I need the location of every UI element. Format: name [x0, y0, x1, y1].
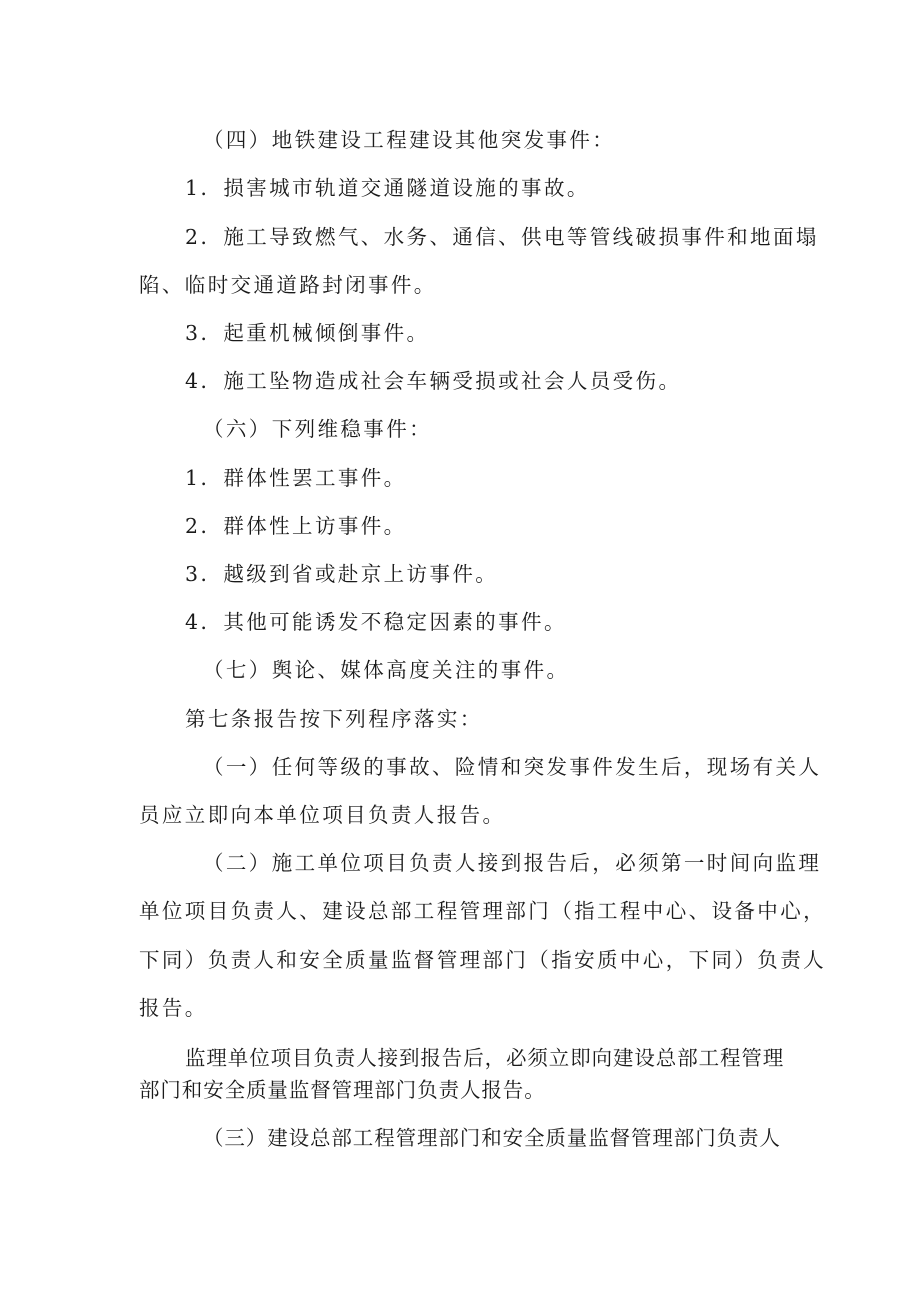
paragraph-line: 单位项目负责人、建设总部工程管理部门（指工程中心、设备中心，: [139, 899, 826, 923]
paragraph-line: 监理单位项目负责人接到报告后，必须立即向建设总部工程管理: [185, 1046, 785, 1070]
list-item: 3．越级到省或赴京上访事件。: [185, 562, 499, 586]
paragraph-line: （三）建设总部工程管理部门和安全质量监督管理部门负责人: [203, 1126, 781, 1150]
paragraph-line: （二）施工单位项目负责人接到报告后，必须第一时间向监理: [203, 851, 822, 875]
list-item: 1．损害城市轨道交通隧道设施的事故。: [185, 176, 590, 200]
list-item: 4．施工坠物造成社会车辆受损或社会人员受伤。: [185, 369, 682, 393]
heading-section-7: （七）舆论、媒体高度关注的事件。: [203, 658, 570, 682]
list-item: 2．施工导致燃气、水务、通信、供电等管线破损事件和地面塌: [185, 225, 819, 249]
list-item: 1．群体性罢工事件。: [185, 466, 407, 490]
heading-section-4: （四）地铁建设工程建设其他突发事件：: [203, 128, 616, 152]
list-item: 3．起重机械倾倒事件。: [185, 321, 430, 345]
list-item: 2．群体性上访事件。: [185, 514, 407, 538]
paragraph-line: 员应立即向本单位项目负责人报告。: [139, 803, 506, 827]
paragraph-line: 下同）负责人和安全质量监督管理部门（指安质中心，下同）负责人: [139, 948, 826, 972]
paragraph-line: 部门和安全质量监督管理部门负责人报告。: [139, 1078, 546, 1102]
list-item: 4．其他可能诱发不稳定因素的事件。: [185, 610, 567, 634]
paragraph-line: （一）任何等级的事故、险情和突发事件发生后，现场有关人: [203, 755, 822, 779]
paragraph-line: 报告。: [139, 996, 208, 1020]
heading-section-6: （六）下列维稳事件：: [203, 417, 432, 441]
article-7-heading: 第七条报告按下列程序落实：: [185, 707, 483, 731]
list-item-continuation: 陷、临时交通道路封闭事件。: [139, 273, 437, 297]
